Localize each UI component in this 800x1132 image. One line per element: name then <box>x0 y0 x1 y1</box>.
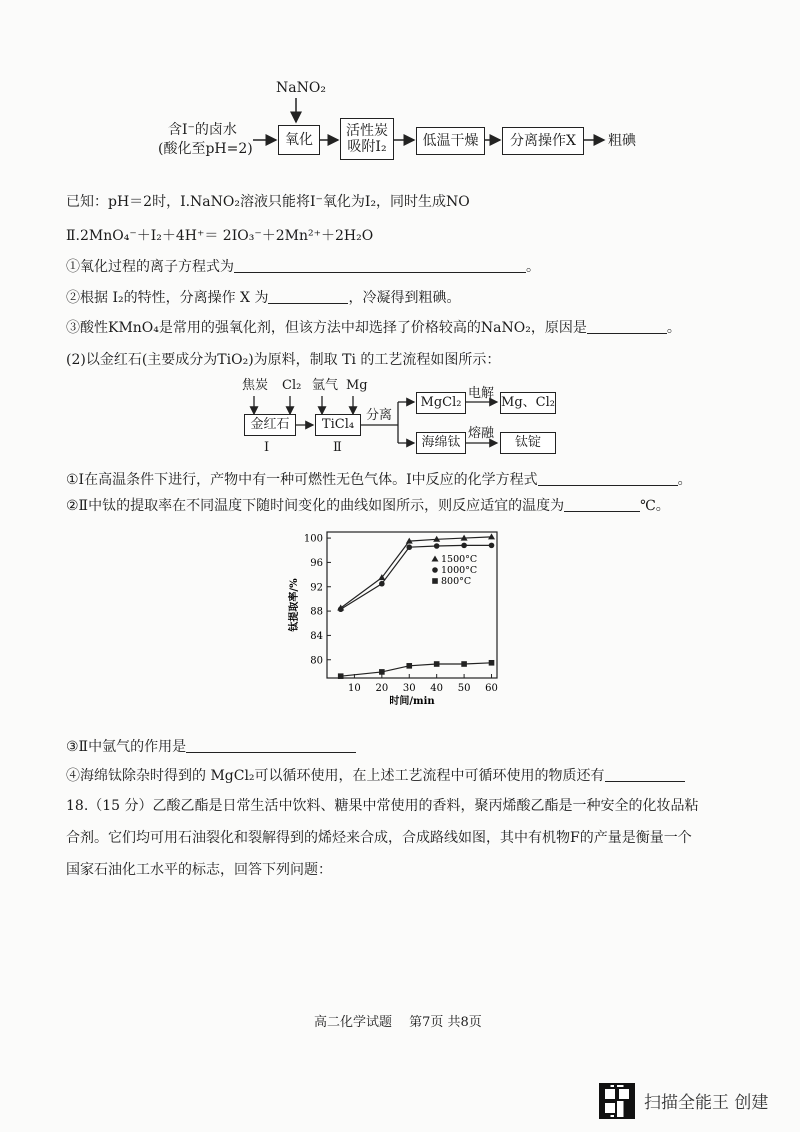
flow1-step-separate: 分离操作X <box>502 127 584 155</box>
known-line: 已知：pH＝2时，Ⅰ.NaNO₂溶液只能将I⁻氧化为I₂，同时生成NO <box>66 194 470 210</box>
question-1 <box>66 257 540 277</box>
flow2-label-melt: 熔融 <box>468 426 495 441</box>
flow1-product: 粗碘 <box>608 133 636 149</box>
flow2-arrows <box>0 370 800 465</box>
flow1-step-carbon <box>340 118 394 160</box>
question-7 <box>66 766 685 786</box>
question-6 <box>66 737 356 757</box>
data-point-circle <box>461 543 467 549</box>
flow1-step-oxidize: 氧化 <box>278 125 320 155</box>
flow2-reagent-argon: 氩气 <box>312 378 339 393</box>
data-point-circle <box>489 543 495 549</box>
equation-line: Ⅱ.2MnO₄⁻＋I₂＋4H⁺＝ 2IO₃⁻＋2Mn²⁺＋2H₂O <box>66 228 374 244</box>
question-4-end: 。 <box>677 472 692 488</box>
data-point-square <box>338 673 344 679</box>
data-point-square <box>406 663 412 669</box>
reagent-nano2: NaNO₂ <box>276 80 326 96</box>
question-1-end: 。 <box>526 259 540 275</box>
flow2-reagent-coke: 焦炭 <box>242 378 269 393</box>
answer-blank-4[interactable] <box>538 471 678 486</box>
flow2-label-separate: 分离 <box>366 408 393 423</box>
answer-blank-2[interactable] <box>268 289 348 304</box>
question-2-end: ，冷凝得到粗碘。 <box>348 290 461 306</box>
flowchart-titanium <box>0 370 800 465</box>
question-6-text: ③Ⅱ中氩气的作用是 <box>66 739 187 755</box>
question-18-line3: 国家石油化工水平的标志，回答下列问题： <box>66 862 332 878</box>
y-tick-label: 100 <box>303 533 323 545</box>
flow2-box-ticl4: TiCl₄ <box>315 414 361 436</box>
question-1-text: ①氧化过程的离子方程式为 <box>66 259 234 275</box>
flow2-box-mgcl2: MgCl₂ <box>416 392 466 414</box>
series-line-square <box>341 663 492 676</box>
flow2-box-ti-ingot: 钛锭 <box>500 432 556 454</box>
data-point-square <box>489 660 495 666</box>
y-tick-label: 84 <box>310 630 323 642</box>
legend-marker-square <box>432 578 438 584</box>
question-2-text: ②根据 I₂的特性，分离操作 X 为 <box>66 290 269 306</box>
legend-label-circle: 1000°C <box>441 565 478 576</box>
page-footer: 高二化学试题 第7页 共8页 <box>314 1015 482 1030</box>
question-5 <box>66 496 670 516</box>
question-18-line2: 合剂。它们均可用石油裂化和裂解得到的烯烃来合成，合成路线如图，其中有机物F的产量是衡量一个 <box>66 830 692 846</box>
question-7-text: ④海绵钛除杂时得到的 MgCl₂可以循环使用，在上述工艺流程中可循环使用的物质还有 <box>66 768 605 784</box>
question-2 <box>66 288 460 308</box>
flow2-reagent-mg: Mg <box>346 378 368 393</box>
flow2-box-rutile: 金红石 <box>244 414 296 436</box>
flow2-reagent-cl2: Cl₂ <box>282 378 302 393</box>
x-tick-label: 30 <box>402 683 416 694</box>
answer-blank-6[interactable] <box>186 738 356 753</box>
flow1-input-line1: 含I⁻的卤水 <box>168 122 237 138</box>
legend-label-triangle: 1500°C <box>441 554 478 565</box>
x-tick-label: 20 <box>375 683 389 694</box>
part2-intro: (2)以金红石(主要成分为TiO₂)为原料，制取 Ti 的工艺流程如图所示： <box>66 352 501 368</box>
legend-marker-triangle <box>432 556 439 562</box>
legend-marker-circle <box>432 567 438 573</box>
answer-blank-1[interactable] <box>234 258 526 273</box>
data-point-circle <box>379 581 385 587</box>
y-tick-label: 80 <box>310 655 323 667</box>
x-tick-label: 60 <box>485 683 498 694</box>
flow1-input-line2: (酸化至pH=2) <box>158 141 253 157</box>
question-4-text: ①Ⅰ在高温条件下进行，产物中有一种可燃性无色气体。Ⅰ中反应的化学方程式 <box>66 472 538 488</box>
flow1-step-carbon-line2: 吸附I₂ <box>347 139 387 155</box>
data-point-square <box>434 661 440 667</box>
flowchart-iodine <box>0 0 800 180</box>
flow2-roman-2: Ⅱ <box>333 440 342 455</box>
y-tick-label: 88 <box>310 606 323 618</box>
answer-blank-5[interactable] <box>564 497 640 512</box>
flow2-box-sponge-ti: 海绵钛 <box>416 432 466 454</box>
flow2-label-electrolysis: 电解 <box>468 386 495 401</box>
x-axis-label: 时间/min <box>389 696 435 707</box>
question-3-end: 。 <box>666 320 681 336</box>
legend-label-square: 800°C <box>441 576 472 587</box>
question-3-text: ③酸性KMnO₄是常用的强氧化剂，但该方法中却选择了价格较高的NaNO₂，原因是 <box>66 320 587 336</box>
question-4 <box>66 470 692 490</box>
qr-code-icon <box>599 1083 635 1119</box>
question-5-text: ②Ⅱ中钛的提取率在不同温度下随时间变化的曲线如图所示，则反应适宜的温度为 <box>66 498 565 514</box>
data-point-triangle <box>488 533 495 539</box>
y-axis-label: 钛提取率/% <box>289 578 300 632</box>
flow2-roman-1: Ⅰ <box>264 440 270 455</box>
data-point-circle <box>338 606 344 612</box>
question-18-line1: 18.（15 分）乙酸乙酯是日常生活中饮料、糖果中常使用的香料，聚丙烯酸乙酯是一种安全的化妆品粘 <box>66 798 699 814</box>
flow2-box-mg-cl2: Mg、Cl₂ <box>500 392 556 414</box>
data-point-square <box>379 669 385 675</box>
flow1-arrows <box>0 0 800 180</box>
watermark-text: 扫描全能王 创建 <box>644 1093 769 1113</box>
y-tick-label: 92 <box>310 582 323 594</box>
x-tick-label: 40 <box>430 683 444 694</box>
x-tick-label: 10 <box>348 683 361 694</box>
data-point-circle <box>406 544 412 550</box>
data-point-circle <box>434 543 440 549</box>
question-3 <box>66 318 681 338</box>
question-5-end: ℃。 <box>640 498 670 514</box>
answer-blank-7[interactable] <box>605 767 685 782</box>
flow1-step-dry: 低温干燥 <box>416 127 485 155</box>
y-tick-label: 96 <box>310 557 323 569</box>
x-tick-label: 50 <box>457 683 471 694</box>
flow1-step-carbon-line1: 活性炭 <box>346 123 388 139</box>
data-point-square <box>461 661 467 667</box>
extraction-rate-chart <box>285 520 525 710</box>
answer-blank-3[interactable] <box>587 319 667 334</box>
